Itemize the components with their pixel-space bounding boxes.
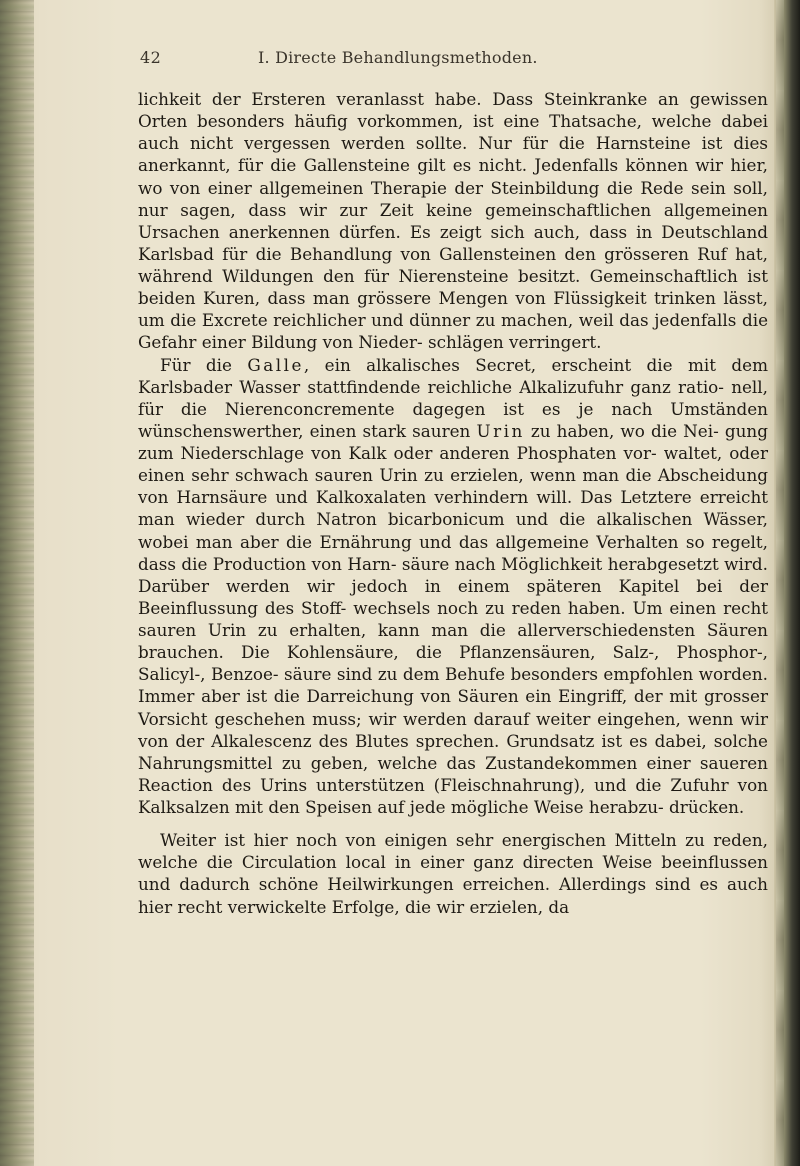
paragraph-2-text-middle: , ein alkalisches Secret, erscheint die mit dem Karlsbader Wasser stattfindende reichliche Alkalizufuhr ganz ratio- nell, für die Nierenconcremente dagegen ist es je nach Umständen wünschenswerther, einen stark sauren — [138, 354, 768, 441]
paragraph-3: Weiter ist hier noch von einigen sehr energischen Mitteln zu reden, welche die Circulation local in einer ganz directen Weise beeinflussen und dadurch schöne Heilwirkungen erreichen. Allerdings sind es auch hier recht verwickelte Erfolge, die wir erzielen, da — [138, 830, 768, 917]
paragraph-2 — [138, 354, 768, 819]
paragraph-2-text-before: Für die — [160, 354, 248, 375]
page-gutter-shadow — [0, 0, 34, 1166]
body-text — [138, 88, 768, 918]
page-edge-shadow — [774, 0, 800, 1166]
emphasis-urin: Urin — [476, 420, 525, 441]
emphasis-galle: Galle — [247, 354, 304, 375]
page-number: 42 — [140, 48, 162, 67]
paragraph-2-text-after: zu haben, wo die Nei- gung zum Niederschlage von Kalk oder anderen Phosphaten vor- waltet, oder einen sehr schwach sauren Urin zu erzielen, wenn man die Abscheidung von Harnsäure und Kalkoxalaten verhindern will. Das Letztere erreicht man wieder durch Natron bicarbonicum und die alkalischen Wässer, wobei man aber die Ernährung und das allgemeine Verhalten so regelt, dass die Production von Harn- säure nach Möglichkeit herabgesetzt wird. Darüber werden wir jedoch in einem späteren Kapitel bei der Beeinflussung des Stoff- wechsels noch zu reden haben. Um einen recht sauren Urin zu erhalten, kann man die allerverschiedensten Säuren brauchen. Die Kohlensäure, die Pflanzensäuren, Salz-, Phosphor-, Salicyl-, Benzoe- säure sind zu dem Behufe besonders empfohlen worden. Immer aber ist die Darreichung von Säuren ein Eingriff, der mit grosser Vorsicht geschehen muss; wir werden darauf weiter eingehen, wenn wir von der Alkalescenz des Blutes sprechen. Grundsatz ist es dabei, solche Nahrungsmittel zu geben, welche das Zustandekommen einer saueren Reaction des Urins unterstützen (Fleischnahrung), und die Zufuhr von Kalksalzen mit den Speisen auf jede mögliche Weise herabzu- drücken. — [138, 420, 768, 817]
running-head: I. Directe Behandlungsmethoden. — [258, 48, 538, 67]
paragraph-1: lichkeit der Ersteren veranlasst habe. Dass Steinkranke an gewissen Orten besonders häufig vorkommen, ist eine Thatsache, welche dabei auch nicht vergessen werden sollte. Nur für die Harnsteine ist dies anerkannt, für die Gallensteine gilt es nicht. Jedenfalls können wir hier, wo von einer allgemeinen Therapie der Steinbildung die Rede sein soll, nur sagen, dass wir zur Zeit keine gemeinschaftlichen allgemeinen Ursachen anerkennen dürfen. Es zeigt sich auch, dass in Deutschland Karlsbad für die Behandlung von Gallensteinen den grösseren Ruf hat, während Wildungen den für Nierensteine besitzt. Gemeinschaftlich ist beiden Kuren, dass man grössere Mengen von Flüssigkeit trinken lässt, um die Excrete reichlicher und dünner zu machen, weil das jedenfalls die Gefahr einer Bildung von Nieder- schlägen verringert. — [138, 89, 768, 353]
page-header — [140, 48, 764, 70]
